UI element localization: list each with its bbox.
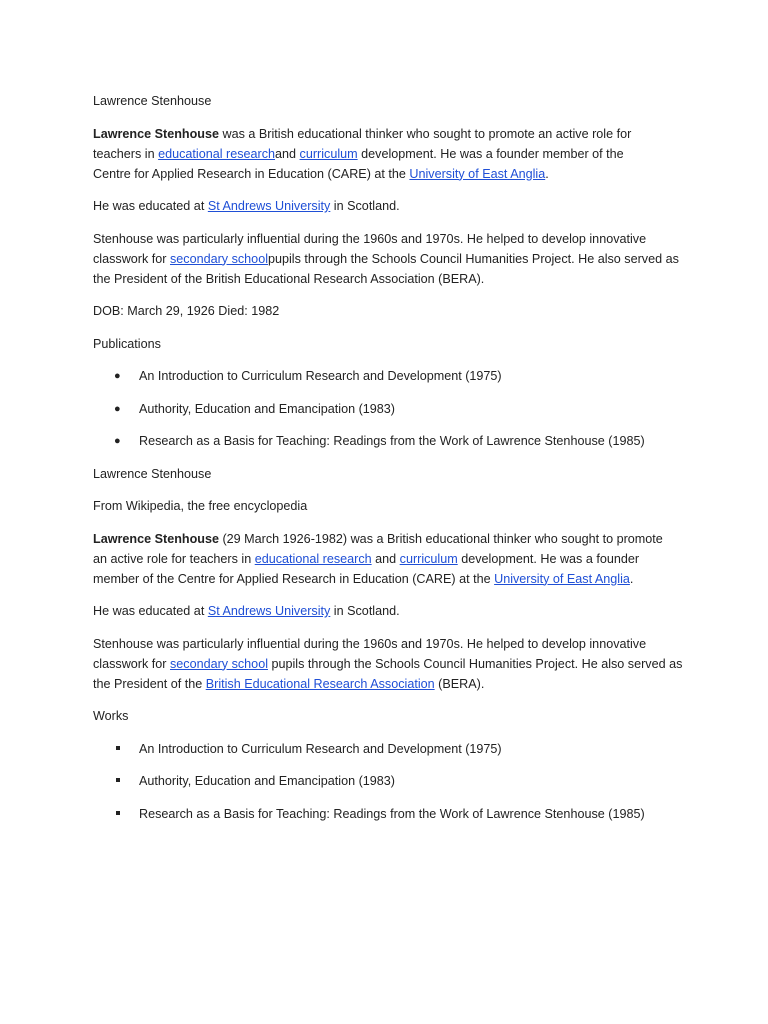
text-span: development. He was a founder member of the Centre for Applied Research in Education (CARE) at the: [93, 146, 624, 181]
text-span: development. He was a founder member of the Centre for Applied Research in Education (CARE) at the: [93, 551, 640, 586]
list-item: [93, 771, 693, 791]
text-span: .: [545, 166, 549, 181]
publications-heading: Publications: [93, 336, 161, 351]
text-span: He was educated at: [93, 604, 208, 618]
link-curriculum[interactable]: curriculum: [399, 551, 458, 566]
intro-paragraph: [93, 124, 653, 184]
text-span: pupils through the Schools Council Humanities Project. He also served as the President of the British Educational Research Association (BERA).: [93, 251, 679, 286]
text-span: He was educated at: [93, 199, 208, 213]
publication-title: Research as a Basis for Teaching: Readings from the Work of Lawrence Stenhouse (1985): [139, 434, 645, 448]
text-span: Stenhouse was particularly influential during the 1960s and 1970s. He helped to develop innovative classwork for: [93, 636, 647, 671]
works-list: [93, 739, 693, 824]
link-british-educational-research-association[interactable]: British Educational Research Association: [205, 676, 435, 691]
text-span: (29 March 1926-1982) was a British educational thinker who sought to promote an active role for teachers in: [93, 531, 663, 566]
wiki-intro-paragraph: [93, 529, 668, 589]
text-span: Stenhouse was particularly influential during the 1960s and 1970s. He helped to develop innovative classwork for: [93, 231, 647, 266]
square-bullet-icon: [116, 746, 120, 750]
document-body: [93, 91, 693, 836]
text-span: (BERA).: [434, 676, 485, 691]
link-university-of-east-anglia[interactable]: University of East Anglia: [409, 166, 546, 181]
text-span: was a British educational thinker who sought to promote an active role for teachers in: [93, 126, 632, 161]
wiki-education-paragraph: [93, 601, 693, 621]
subject-name-bold: Lawrence Stenhouse: [93, 531, 219, 546]
dob-line: DOB: March 29, 1926 Died: 1982: [93, 304, 280, 318]
document-title: Lawrence Stenhouse: [93, 94, 212, 108]
work-title: Research as a Basis for Teaching: Readings from the Work of Lawrence Stenhouse (1985): [139, 806, 645, 821]
subject-name-bold: Lawrence Stenhouse: [93, 126, 219, 141]
list-item: [93, 431, 693, 451]
square-bullet-icon: [116, 811, 120, 815]
work-title: Authority, Education and Emancipation (1983): [139, 774, 395, 788]
work-title: An Introduction to Curriculum Research and Development (1975): [139, 741, 502, 756]
works-heading: Works: [93, 709, 129, 723]
text-span: and: [371, 551, 400, 566]
link-st-andrews-university[interactable]: St Andrews University: [207, 199, 331, 213]
text-span: in Scotland.: [330, 604, 400, 618]
list-item: [93, 399, 693, 419]
list-item: [93, 739, 693, 759]
wiki-subtitle: From Wikipedia, the free encyclopedia: [93, 499, 308, 513]
list-item: [93, 804, 693, 824]
publications-list: [93, 366, 693, 451]
influence-paragraph: [93, 229, 693, 289]
text-span: and: [275, 146, 300, 161]
bullet-icon: ●: [114, 402, 121, 415]
wiki-title: Lawrence Stenhouse: [93, 466, 212, 481]
bullet-icon: ●: [114, 370, 121, 382]
link-educational-research[interactable]: educational research: [158, 146, 276, 161]
wiki-influence-paragraph: [93, 634, 683, 694]
square-bullet-icon: [116, 778, 120, 782]
link-st-andrews-university[interactable]: St Andrews University: [207, 604, 331, 618]
link-educational-research[interactable]: educational research: [254, 551, 372, 566]
bullet-icon: ●: [114, 435, 121, 447]
publication-title: Authority, Education and Emancipation (1983): [139, 401, 395, 416]
link-curriculum[interactable]: curriculum: [299, 146, 358, 161]
education-paragraph: [93, 196, 693, 216]
list-item: [93, 366, 693, 386]
link-secondary-school[interactable]: secondary school: [169, 251, 268, 266]
text-span: pupils through the Schools Council Humanities Project. He also served as the President of the: [93, 656, 683, 691]
text-span: in Scotland.: [330, 199, 400, 213]
link-university-of-east-anglia[interactable]: University of East Anglia: [494, 571, 630, 586]
link-secondary-school[interactable]: secondary school: [169, 656, 268, 671]
publication-title: An Introduction to Curriculum Research and Development (1975): [139, 369, 502, 383]
text-span: .: [629, 571, 634, 586]
